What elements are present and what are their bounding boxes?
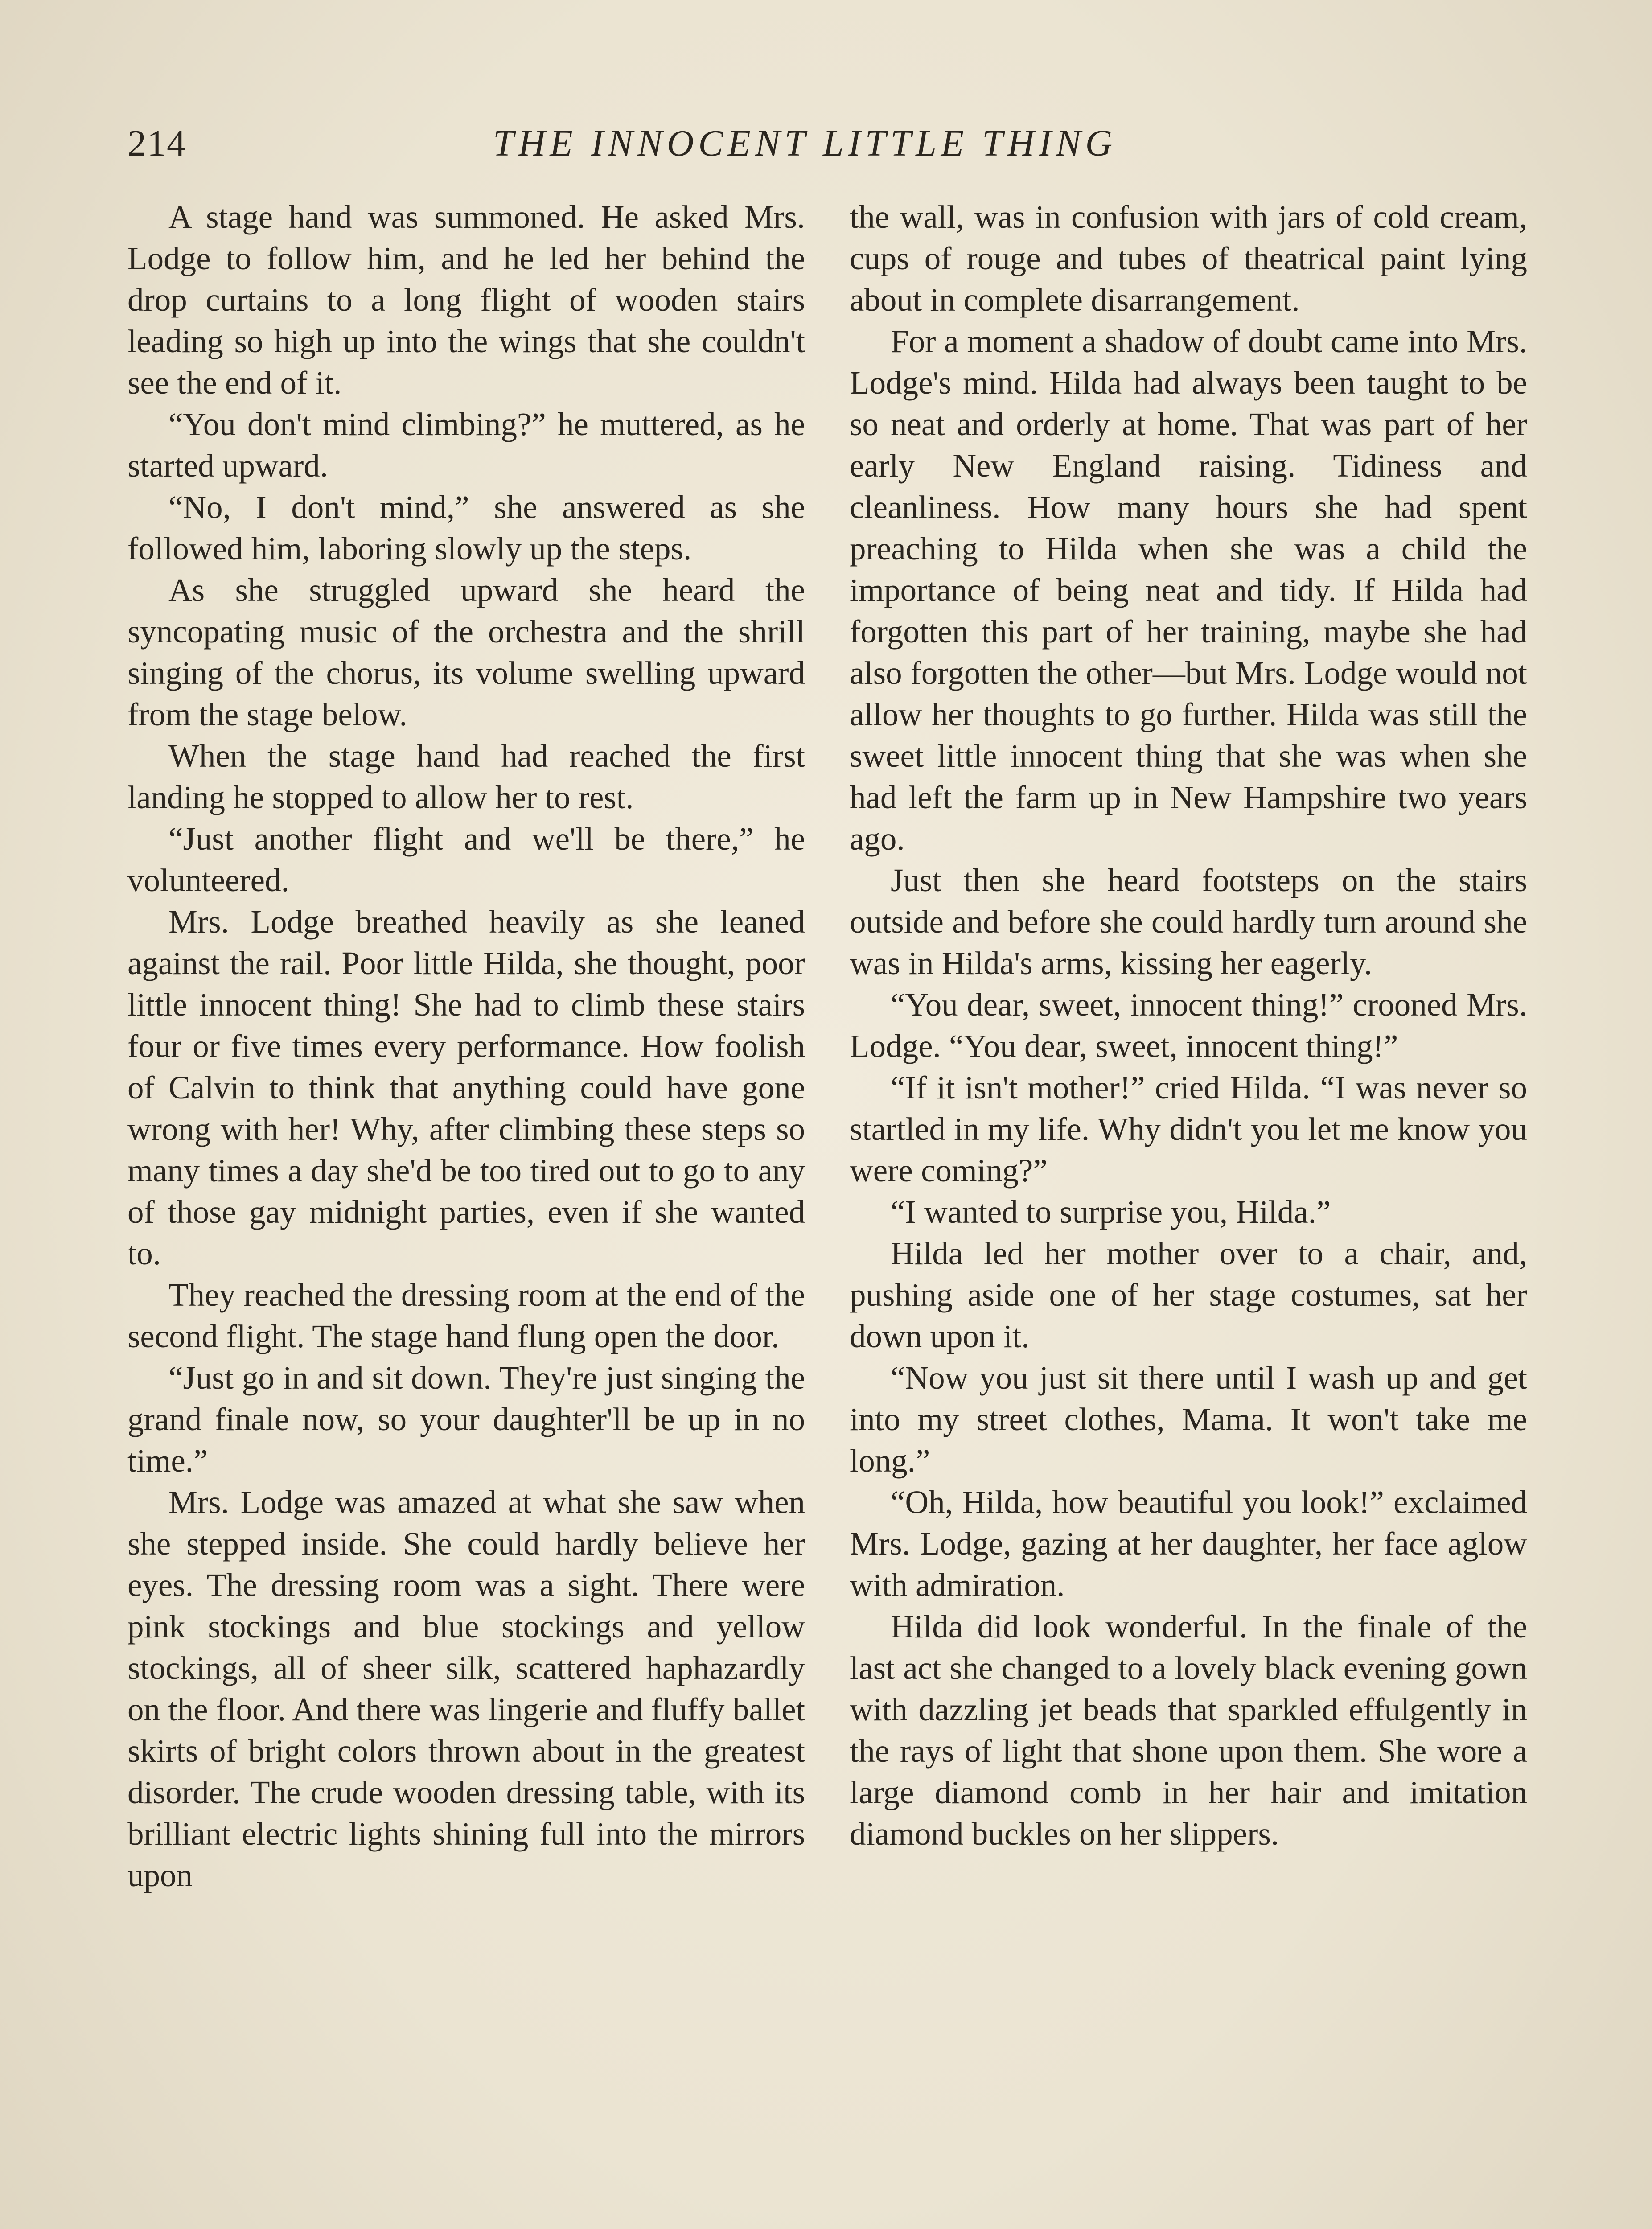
paragraph: “Just another flight and we'll be there,” he volunteered.	[127, 821, 805, 898]
running-title: THE INNOCENT LITTLE THING	[493, 123, 1117, 164]
paragraph: “Oh, Hilda, how beautiful you look!” exclaimed Mrs. Lodge, gazing at her daughter, her face aglow with admiration.	[850, 1484, 1527, 1603]
paragraph: They reached the dressing room at the end of the second flight. The stage hand flung open the door.	[127, 1277, 805, 1354]
paragraph: Hilda did look wonderful. In the finale of the last act she changed to a lovely black evening gown with dazzling jet beads that sparkled effulgently in the rays of light that shone upon them. She wore a large diamond comb in her hair and imitation diamond buckles on her slippers.	[850, 1608, 1527, 1852]
paragraph: As she struggled upward she heard the syncopating music of the orchestra and the shrill singing of the chorus, its volume swelling upward from the stage below.	[127, 572, 805, 732]
right-column	[850, 196, 1527, 2229]
paragraph: Mrs. Lodge was amazed at what she saw when she stepped inside. She could hardly believe her eyes. The dressing room was a sight. There were pink stockings and blue stockings and yellow stockings, all of sheer silk, scattered haphazardly on the floor. And there was lingerie and fluffy ballet skirts of bright colors thrown about in the greatest disorder. The crude wooden dressing table, with its brilliant electric lights shining full into the mirrors upon	[127, 1484, 805, 1893]
left-column	[127, 196, 805, 2229]
paragraph: A stage hand was summoned. He asked Mrs. Lodge to follow him, and he led her behind the drop curtains to a long flight of wooden stairs leading so high up into the wings that she couldn't see the end of it.	[127, 199, 805, 401]
paragraph: “No, I don't mind,” she answered as she followed him, laboring slowly up the steps.	[127, 489, 805, 567]
paragraph: Mrs. Lodge breathed heavily as she leaned against the rail. Poor little Hilda, she thought, poor little innocent thing! She had to climb these stairs four or five times every performance. How foolish of Calvin to think that anything could have gone wrong with her! Why, after climbing these steps so many times a day she'd be too tired out to go to any of those gay midnight parties, even if she wanted to.	[127, 904, 805, 1271]
paragraph: Just then she heard footsteps on the stairs outside and before she could hardly turn around she was in Hilda's arms, kissing her eagerly.	[850, 862, 1527, 981]
page-number: 214	[127, 123, 186, 164]
paragraph: “Now you just sit there until I wash up and get into my street clothes, Mama. It won't take me long.”	[850, 1360, 1527, 1479]
page-header	[127, 117, 1525, 170]
paragraph: Hilda led her mother over to a chair, and, pushing aside one of her stage costumes, sat her down upon it.	[850, 1235, 1527, 1354]
paragraph: “You don't mind climbing?” he muttered, as he started upward.	[127, 406, 805, 484]
paragraph: For a moment a shadow of doubt came into Mrs. Lodge's mind. Hilda had always been taught to be so neat and orderly at home. That was part of her early New England raising. Tidiness and cleanliness. How many hours she had spent preaching to Hilda when she was a child the importance of being neat and tidy. If Hilda had forgotten this part of her training, maybe she had also forgotten the other—but Mrs. Lodge would not allow her thoughts to go further. Hilda was still the sweet little innocent thing that she was when she had left the farm up in New Hampshire two years ago.	[850, 323, 1527, 857]
paragraph: “You dear, sweet, innocent thing!” crooned Mrs. Lodge. “You dear, sweet, innocent thing!”	[850, 987, 1527, 1064]
paragraph: “Just go in and sit down. They're just singing the grand finale now, so your daughter'll be up in no time.”	[127, 1360, 805, 1479]
paragraph-continued: the wall, was in confusion with jars of cold cream, cups of rouge and tubes of theatrical paint lying about in complete disarrangement.	[850, 199, 1527, 318]
paragraph: “If it isn't mother!” cried Hilda. “I was never so startled in my life. Why didn't you let me know you were coming?”	[850, 1069, 1527, 1189]
paragraph: When the stage hand had reached the first landing he stopped to allow her to rest.	[127, 738, 805, 815]
paragraph: “I wanted to surprise you, Hilda.”	[891, 1194, 1331, 1230]
